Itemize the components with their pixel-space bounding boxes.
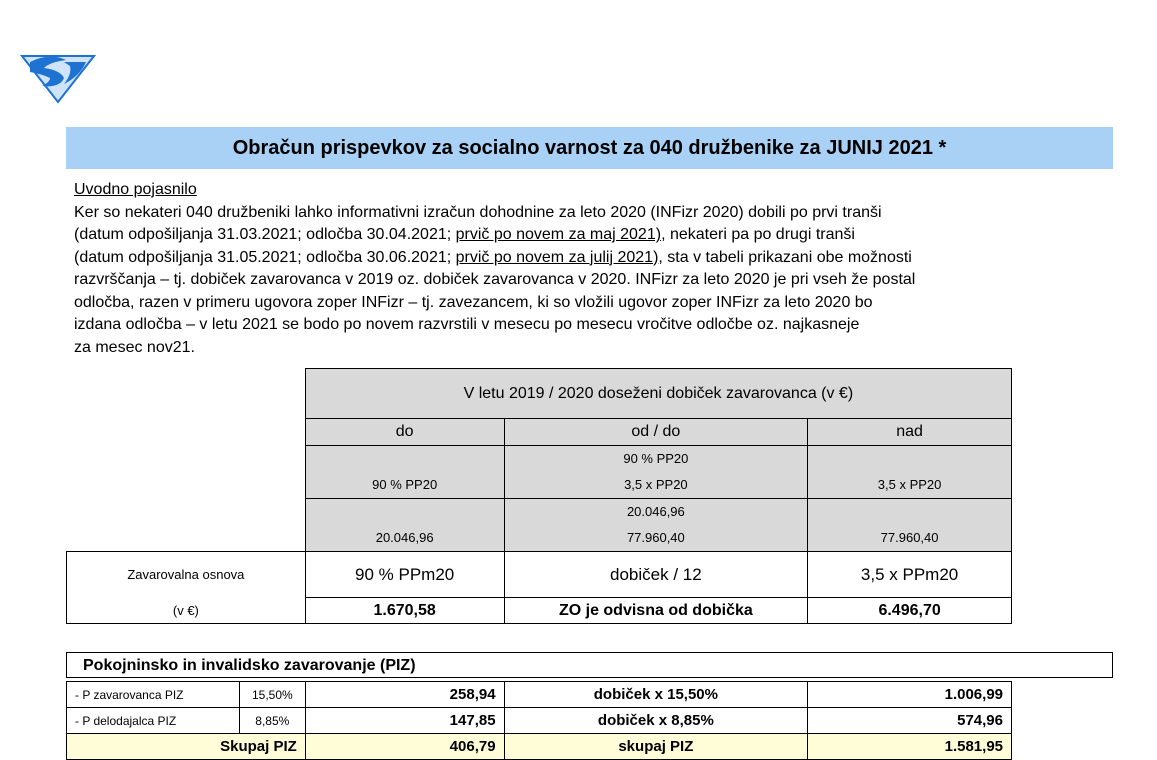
table-cell: 90 % PP20 3,5 x PP20 <box>504 446 808 499</box>
zo-unit: (v €) <box>67 598 306 624</box>
table-cell: 1.670,58 <box>305 598 504 624</box>
table-cell: 90 % PP20 <box>305 446 504 499</box>
row-value: 574,96 <box>808 708 1012 734</box>
row-formula: dobiček x 15,50% <box>504 682 808 708</box>
table-cell: 3,5 x PP20 <box>808 446 1012 499</box>
table-cell: 90 % PPm20 <box>305 552 504 598</box>
intro-heading: Uvodno pojasnilo <box>74 181 197 198</box>
table-row <box>67 682 1012 708</box>
page-title: Obračun prispevkov za socialno varnost za 040 družbenike za JUNIJ 2021 * <box>66 127 1113 169</box>
intro-line: odločba, razen v primeru ugovora zoper INFizr – tj. zavezancem, ki so vložili ugovor zoper INFizr za leto 2020 bo <box>74 293 873 311</box>
table-cell: dobiček / 12 <box>504 552 808 598</box>
intro-line: (datum odpošiljanja 31.03.2021; odločba 30.04.2021; prvič po novem za maj 2021), nekateri pa po drugi tranši <box>74 226 855 243</box>
table-header: V letu 2019 / 2020 doseženi dobiček zavarovanca (v €) <box>305 369 1011 419</box>
col-header-do: do <box>305 419 504 446</box>
contribution-table <box>66 368 1012 624</box>
col-header-nad: nad <box>808 419 1012 446</box>
table-row <box>67 708 1012 734</box>
sum-label: Skupaj PIZ <box>67 734 306 760</box>
row-value: 1.006,99 <box>808 682 1012 708</box>
piz-heading: Pokojninsko in invalidsko zavarovanje (PIZ) <box>66 652 1113 678</box>
sum-formula: skupaj PIZ <box>504 734 808 760</box>
sd-shield-logo <box>20 48 96 104</box>
row-pct: 15,50% <box>239 682 305 708</box>
table-row-sum <box>67 734 1012 760</box>
zo-label: Zavarovalna osnova <box>67 552 306 598</box>
sum-value: 1.581,95 <box>808 734 1012 760</box>
table-cell: ZO je odvisna od dobička <box>504 598 808 624</box>
intro-line: za mesec nov21. <box>74 338 195 356</box>
sum-value: 406,79 <box>305 734 504 760</box>
col-header-od-do: od / do <box>504 419 808 446</box>
intro-line: razvrščanja – tj. dobiček zavarovanca v 2019 oz. dobiček zavarovanca v 2020. INFizr za leto 2020 je pri vseh že postal <box>74 271 916 288</box>
row-value: 258,94 <box>305 682 504 708</box>
row-label: - P delodajalca PIZ <box>67 708 240 734</box>
table-cell: 77.960,40 <box>808 499 1012 552</box>
row-formula: dobiček x 8,85% <box>504 708 808 734</box>
table-cell: 3,5 x PPm20 <box>808 552 1012 598</box>
intro-line: (datum odpošiljanja 31.05.2021; odločba 30.06.2021; prvič po novem za julij 2021), sta v tabeli prikazani obe možnosti <box>74 248 912 266</box>
table-cell: 20.046,96 77.960,40 <box>504 499 808 552</box>
intro-line: Ker so nekateri 040 družbeniki lahko informativni izračun dohodnine za leto 2020 (INFizr 2020) dobili po prvi tranši <box>74 203 882 221</box>
intro-line: izdana odločba – v letu 2021 se bodo po novem razvrstili v mesecu po mesecu vročitve odločbe oz. najkasneje <box>74 316 860 333</box>
intro-text <box>74 179 1114 359</box>
piz-table <box>66 681 1012 760</box>
table-cell: 6.496,70 <box>808 598 1012 624</box>
table-cell: 20.046,96 <box>305 499 504 552</box>
row-pct: 8,85% <box>239 708 305 734</box>
row-label: - P zavarovanca PIZ <box>67 682 240 708</box>
row-value: 147,85 <box>305 708 504 734</box>
